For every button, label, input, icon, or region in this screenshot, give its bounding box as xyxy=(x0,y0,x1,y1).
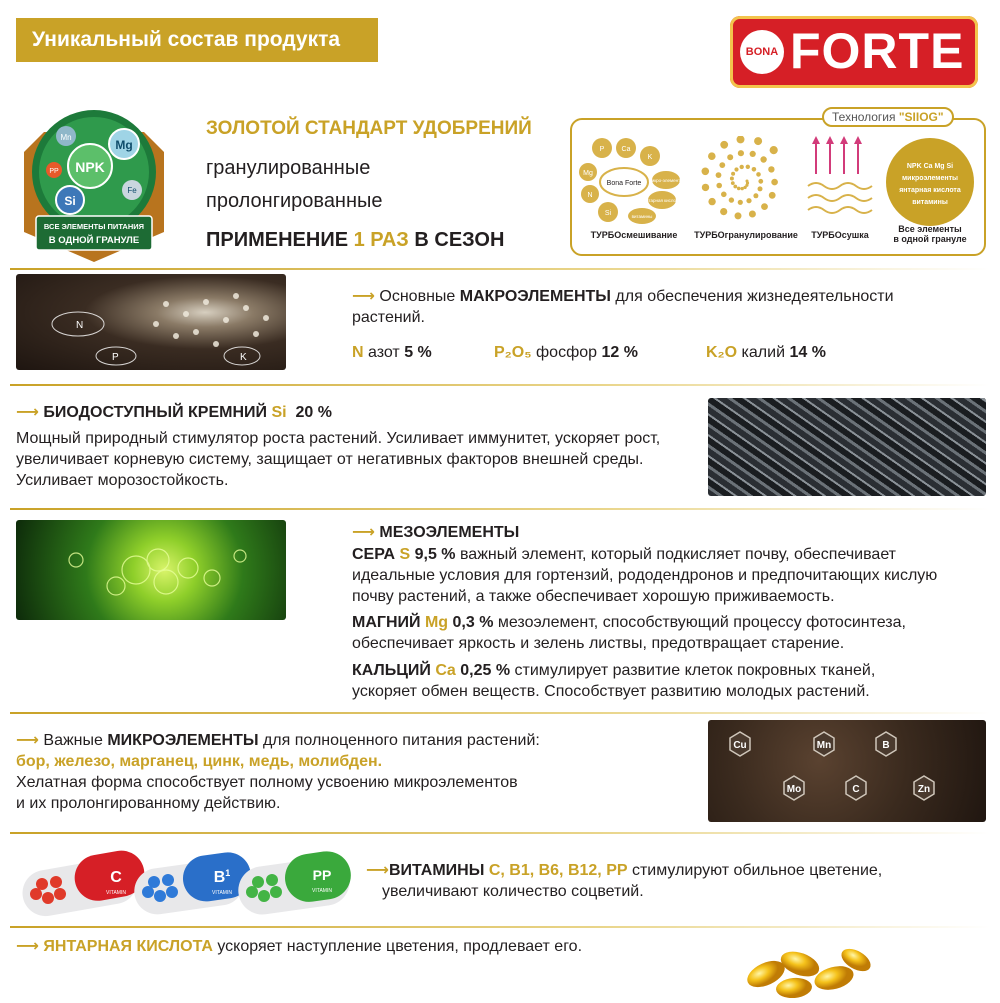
meso-magnesium xyxy=(352,612,982,654)
hex-3: Mo xyxy=(786,784,802,795)
microelements-soil-photo xyxy=(708,720,986,822)
ball-0: P xyxy=(599,146,605,153)
cap-b-sub: 1 xyxy=(225,868,231,878)
macro-d: растений. xyxy=(352,309,425,326)
spiral-granule xyxy=(750,151,756,157)
s-t3: почву растений, а также обеспечивает хорошую приживаемость. xyxy=(352,588,835,605)
k-val: 14 % xyxy=(789,344,826,361)
spiral-granule xyxy=(758,186,763,191)
spiral-granule xyxy=(727,154,733,160)
granule-g2: микроэлементы xyxy=(902,175,958,182)
spiral-granule xyxy=(756,172,761,177)
tech-label-name: "SIIOG" xyxy=(898,110,944,124)
amber-desc: ускоряет наступление цветения, продлевает его. xyxy=(212,938,583,955)
spiral-granule xyxy=(738,200,743,205)
technology-box xyxy=(570,118,986,256)
ca-sym: Ca xyxy=(435,662,456,679)
soil-granules-art xyxy=(16,274,286,370)
micro-l4: и их пролонгированному действию. xyxy=(16,795,281,812)
spiral-granule xyxy=(761,203,768,210)
badge-line2: В ОДНОЙ ГРАНУЛЕ xyxy=(48,235,140,246)
ca-val: 0,25 % xyxy=(455,662,511,679)
macro-n xyxy=(352,342,432,363)
spiral-granule xyxy=(737,136,745,143)
spiral-granule xyxy=(708,152,716,160)
spiral-granule xyxy=(702,184,709,191)
spiral-granule xyxy=(752,167,757,172)
spiral-granule xyxy=(719,162,725,168)
section-tag: Уникальный состав продукта xyxy=(16,18,378,62)
npk-badge-icon xyxy=(14,92,174,264)
granule-g1: NPK Ca Mg Si xyxy=(906,163,954,170)
spiral-granule xyxy=(716,183,722,189)
s-name: СЕРА xyxy=(352,546,400,563)
cap-mixing: ТУРБОсмешивание xyxy=(590,230,678,240)
turbo-drying-icon xyxy=(804,134,874,224)
arrow-icon: ⟶ xyxy=(16,404,39,421)
spiral-granule xyxy=(768,166,774,172)
micro-list: бор, железо, марганец, цинк, медь, молибден. xyxy=(16,753,383,770)
ball-4: N xyxy=(587,192,593,199)
micro-l1b: МИКРОЭЛЕМЕНТЫ xyxy=(107,732,259,749)
silicon-text xyxy=(16,428,696,491)
arrow-icon: ⟶ xyxy=(16,732,39,749)
hexagon-elements xyxy=(708,720,986,822)
small-tag-0: микро-элементы xyxy=(648,178,684,183)
granule-icon xyxy=(880,134,980,230)
tech-center: Bona Forte xyxy=(606,180,642,187)
logo-forte-text: FORTE xyxy=(790,23,965,79)
macro-text xyxy=(352,286,972,328)
cap-drying: ТУРБОсушка xyxy=(811,230,869,240)
si-l2: увеличивает корневую систему, защищает от негативных факторов внешней среды. xyxy=(16,451,644,468)
small-tag-1: янтарная кислота xyxy=(643,198,681,203)
intro-sub1: гранулированные xyxy=(206,157,371,179)
si-l1: Мощный природный стимулятор роста растений. Усиливает иммунитет, ускоряет рост, xyxy=(16,430,661,447)
badge-mg: Mg xyxy=(115,138,133,152)
spiral-granule xyxy=(743,186,746,189)
photo-k: K xyxy=(240,352,247,363)
divider xyxy=(10,508,990,510)
spiral-granule xyxy=(746,198,751,203)
n-sym: N xyxy=(352,344,364,361)
cap-pp-word: VITAMIN xyxy=(312,888,332,894)
mg-t1: мезоэлемент, способствующий процессу фотосинтеза, xyxy=(493,614,906,631)
spiral-granule xyxy=(735,212,742,219)
vitamin-capsules xyxy=(16,838,356,922)
cap-granule xyxy=(880,224,980,244)
si-sym: Si xyxy=(271,404,287,421)
photo-p: P xyxy=(112,352,119,363)
micro-l1a: Важные xyxy=(43,732,108,749)
mg-name: МАГНИЙ xyxy=(352,614,425,631)
divider xyxy=(10,832,990,834)
ca-t1: стимулирует развитие клеток покровных тканей, xyxy=(510,662,876,679)
silicon-crystals-photo xyxy=(708,398,986,496)
badge-pp: PP xyxy=(49,168,59,175)
spiral-granule xyxy=(720,141,728,149)
spiral-granule xyxy=(734,167,738,171)
amber-text xyxy=(16,936,716,957)
mg-val: 0,3 % xyxy=(448,614,494,631)
s-sym: S xyxy=(399,546,411,563)
hex-5: Zn xyxy=(917,784,931,795)
meso-calcium xyxy=(352,660,982,702)
vitamins-text xyxy=(366,860,986,902)
spiral-granule xyxy=(737,187,741,191)
vit-list: C, B1, B6, B12, PP xyxy=(488,862,628,879)
spiral-granule xyxy=(730,177,734,181)
arrow-icon: ⟶ xyxy=(352,524,375,541)
spiral-granule xyxy=(720,208,727,215)
ca-t2: ускоряет обмен веществ. Способствует развитию молодых растений. xyxy=(352,683,870,700)
k-sym: K₂O xyxy=(706,344,738,361)
intro-sub2: пролонгированные xyxy=(206,190,383,212)
macro-a: Основные xyxy=(379,288,460,305)
arrow-icon: ⟶ xyxy=(16,938,39,955)
spiral-granule xyxy=(716,172,722,178)
k-name: калий xyxy=(737,344,790,361)
micro-text xyxy=(16,730,696,814)
p-val: 12 % xyxy=(601,344,638,361)
badge-mn: Mn xyxy=(60,133,72,142)
si-title: БИОДОСТУПНЫЙ КРЕМНИЙ xyxy=(43,404,272,421)
ca-name: КАЛЬЦИЙ xyxy=(352,662,436,679)
cells-art xyxy=(16,520,286,620)
cap-b-word: VITAMIN xyxy=(212,890,232,896)
badge-si: Si xyxy=(64,194,76,208)
p-name: фосфор xyxy=(531,344,602,361)
cap-c: C xyxy=(110,869,122,886)
spiral-granule xyxy=(769,192,776,199)
intro-title: ЗОЛОТОЙ СТАНДАРТ УДОБРЕНИЙ xyxy=(206,118,532,139)
cap-c-word: VITAMIN xyxy=(106,890,126,896)
macro-c: для обеспечения жизнедеятельности xyxy=(610,288,894,305)
meso-sulfur xyxy=(352,544,982,607)
spiral-granule xyxy=(721,192,727,198)
spiral-granule xyxy=(754,137,762,145)
arrow-icon: ⟶ xyxy=(366,862,389,879)
spiral-granule xyxy=(760,156,766,162)
macro-p xyxy=(494,342,638,363)
spiral-granule xyxy=(770,146,778,154)
intro-apply xyxy=(206,229,504,252)
si-l3: Усиливает морозостойкость. xyxy=(16,472,229,489)
technology-label xyxy=(822,107,954,127)
npk-badge xyxy=(14,92,174,264)
mg-t2: обеспечивает яркость и зелень листвы, предотвращает старение. xyxy=(352,635,845,652)
divider xyxy=(10,384,990,386)
apply-c: В СЕЗОН xyxy=(408,229,505,251)
spiral-granule xyxy=(771,179,778,186)
logo-bona-circle: BONA xyxy=(740,30,784,74)
arrow-icon: ⟶ xyxy=(352,288,375,305)
si-val: 20 % xyxy=(295,404,332,421)
ball-3: Mg xyxy=(583,170,593,177)
spiral-granule xyxy=(729,197,734,202)
n-val: 5 % xyxy=(404,344,432,361)
apply-b: 1 РАЗ xyxy=(353,229,409,251)
mg-sym: Mg xyxy=(424,614,449,631)
macro-k xyxy=(706,342,826,363)
spiral-granule xyxy=(746,165,750,169)
spiral-granule xyxy=(731,181,735,185)
apply-a: ПРИМЕНЕНИЕ xyxy=(206,229,354,251)
badge-npk: NPK xyxy=(75,159,105,175)
micro-l3: Хелатная форма способствует полному усвоению микроэлементов xyxy=(16,774,518,791)
granule-g3: янтарная кислота xyxy=(899,187,961,194)
ball-2: K xyxy=(647,154,653,161)
s-t2: идеальные условия для гортензий, рододендронов и предпочитающих кислую xyxy=(352,567,938,584)
vitamin-capsules-art xyxy=(16,838,356,922)
badge-fe: Fe xyxy=(127,186,137,195)
soil-granules-photo xyxy=(16,274,286,370)
macro-b: МАКРОЭЛЕМЕНТЫ xyxy=(459,288,611,305)
small-tag-2: витамины xyxy=(631,214,653,219)
silicon-title xyxy=(16,402,332,423)
cap-pp: PP xyxy=(312,867,332,883)
badge-line1: ВСЕ ЭЛЕМЕНТЫ ПИТАНИЯ xyxy=(43,222,145,231)
divider xyxy=(10,926,990,928)
spiral-granule xyxy=(749,211,756,218)
vit-t1: стимулируют обильное цветение, xyxy=(627,862,883,879)
amber-capsules xyxy=(736,938,876,998)
meso-title xyxy=(352,522,519,543)
s-t1: важный элемент, который подкисляет почву, обеспечивает xyxy=(455,546,897,563)
hex-1: Mn xyxy=(816,740,832,751)
granule-g4: витамины xyxy=(912,199,948,206)
turbo-granulation-icon xyxy=(698,136,788,226)
amber-title: ЯНТАРНАЯ КИСЛОТА xyxy=(43,938,213,955)
photo-n: N xyxy=(76,320,84,331)
spiral-granule xyxy=(758,179,763,184)
meso-title-text: МЕЗОЭЛЕМЕНТЫ xyxy=(379,524,520,541)
spiral-granule xyxy=(741,187,744,190)
spiral-granule xyxy=(702,168,710,176)
cap-granule-a: Все элементы xyxy=(898,224,962,234)
p-sym: P₂O₅ xyxy=(494,344,532,361)
cells-photo xyxy=(16,520,286,620)
tech-label-prefix: Технология xyxy=(832,110,899,124)
n-name: азот xyxy=(363,344,405,361)
ball-1: Ca xyxy=(621,146,631,153)
amber-capsules-art xyxy=(736,938,876,998)
vit-title: ВИТАМИНЫ xyxy=(388,862,489,879)
spiral-granule xyxy=(753,193,758,198)
vit-t2: увеличивают количество соцветий. xyxy=(382,883,644,900)
divider xyxy=(10,712,990,714)
cap-granulation: ТУРБОгранулирование xyxy=(694,230,798,240)
hex-0: Cu xyxy=(733,740,747,751)
spiral-granule xyxy=(738,150,744,156)
hex-4: C xyxy=(852,784,860,795)
spiral-granule xyxy=(740,165,744,169)
cap-b-letter: B xyxy=(213,869,226,886)
micro-l1c: для полноценного питания растений: xyxy=(258,732,540,749)
spiral-granule xyxy=(731,172,735,176)
hex-2: B xyxy=(882,740,890,751)
spiral-granule xyxy=(708,198,715,205)
spiral-granule xyxy=(733,185,737,189)
s-val: 9,5 % xyxy=(410,546,456,563)
turbo-mixing-icon xyxy=(578,134,690,230)
cap-granule-b: в одной грануле xyxy=(893,234,967,244)
ball-5: Si xyxy=(604,210,612,217)
brand-logo xyxy=(730,16,978,88)
divider xyxy=(10,268,990,270)
